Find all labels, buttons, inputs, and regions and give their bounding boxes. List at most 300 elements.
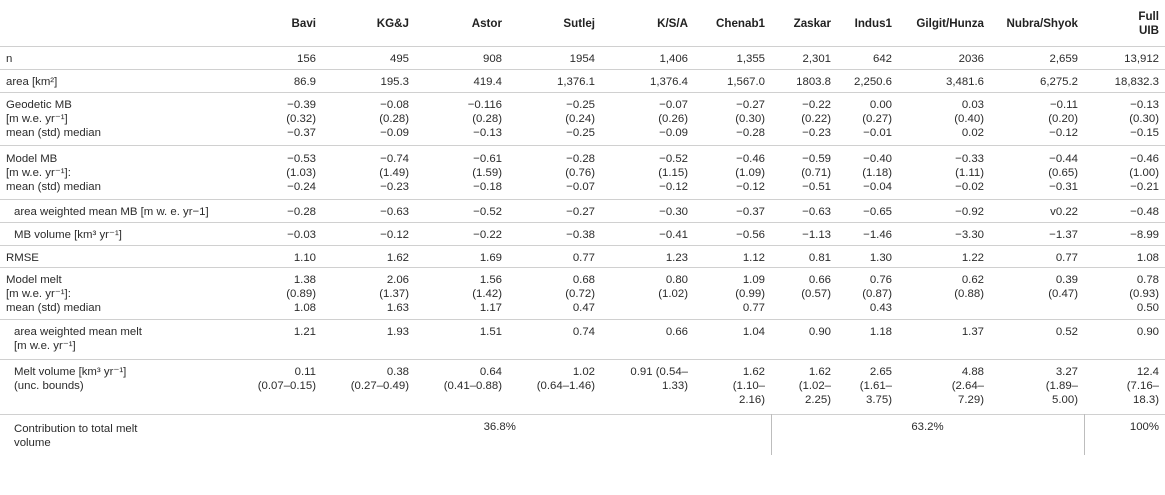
- value-cell: [898, 199, 990, 222]
- value-cell: [990, 359, 1084, 414]
- value-cell: [990, 267, 1084, 319]
- cell-line: 1.62: [386, 251, 409, 264]
- cell-line: (1.49): [379, 166, 409, 179]
- value-cell: [415, 69, 508, 92]
- cell-line: 0.90: [808, 325, 831, 338]
- cell-line: n: [6, 52, 13, 65]
- cell-line: 1803.8: [796, 75, 831, 88]
- value-cell: [898, 267, 990, 319]
- value-cell: [837, 92, 898, 145]
- cell-line: (0.71): [801, 166, 831, 179]
- cell-line: −0.12: [736, 180, 765, 193]
- cell-line: (0.30): [735, 112, 765, 125]
- value-cell: [771, 69, 837, 92]
- value-cell: [601, 245, 694, 267]
- cell-line: (0.65): [1048, 166, 1078, 179]
- value-cell: [1084, 199, 1165, 222]
- cell-line: (1.03): [286, 166, 316, 179]
- cell-line: −0.33: [955, 152, 984, 165]
- cell-line: (0.07–0.15): [257, 379, 316, 392]
- cell-line: −0.02: [955, 180, 984, 193]
- row-area-weighted-mb: [0, 199, 1165, 222]
- value-cell: [322, 145, 415, 199]
- header-ksa: K/S/A: [657, 16, 688, 30]
- value-cell: [415, 92, 508, 145]
- value-cell: [837, 267, 898, 319]
- cell-line: (0.26): [658, 112, 688, 125]
- cell-line: −0.48: [1130, 205, 1159, 218]
- cell-line: −0.22: [802, 98, 831, 111]
- cell-line: 2.16): [739, 393, 765, 406]
- cell-line: −0.37: [287, 126, 316, 139]
- cell-line: −0.23: [802, 126, 831, 139]
- cell-line: (0.64–1.46): [536, 379, 595, 392]
- value-cell: [508, 69, 601, 92]
- cell-line: 0.76: [869, 273, 892, 286]
- cell-line: −0.11: [1050, 98, 1078, 111]
- cell-line: −0.53: [287, 152, 316, 165]
- cell-line: (0.40): [954, 112, 984, 125]
- cell-line: −0.52: [473, 205, 502, 218]
- contribution-full-uib: 100%: [1084, 414, 1165, 455]
- value-cell: [694, 267, 771, 319]
- value-cell: [990, 69, 1084, 92]
- row-label: [0, 414, 229, 455]
- value-cell: [508, 92, 601, 145]
- value-cell: [322, 222, 415, 245]
- cell-line: Contribution to total melt: [14, 422, 138, 435]
- value-cell: [601, 267, 694, 319]
- value-cell: [694, 69, 771, 92]
- value-cell: [898, 245, 990, 267]
- cell-line: mean (std) median: [6, 301, 101, 314]
- value-cell: [837, 145, 898, 199]
- cell-line: (1.89–: [1045, 379, 1078, 392]
- value-cell: [1084, 319, 1165, 359]
- cell-line: −1.13: [802, 228, 831, 241]
- value-cell: [898, 319, 990, 359]
- value-cell: [322, 69, 415, 92]
- cell-line: v0.22: [1050, 205, 1078, 218]
- cell-line: (0.28): [472, 112, 502, 125]
- header-bavi: Bavi: [291, 16, 316, 30]
- row-label: [0, 92, 229, 145]
- cell-line: 0.03: [961, 98, 984, 111]
- value-cell: [1084, 222, 1165, 245]
- cell-line: 495: [389, 52, 409, 65]
- row-label: [0, 359, 229, 414]
- cell-line: 1.08: [1136, 251, 1159, 264]
- cell-line: −0.04: [863, 180, 892, 193]
- value-cell: [771, 145, 837, 199]
- cell-line: −0.30: [659, 205, 688, 218]
- cell-line: −0.28: [736, 126, 765, 139]
- cell-line: (7.16–: [1126, 379, 1159, 392]
- cell-line: (1.37): [379, 287, 409, 300]
- header-gilgit-hunza: Gilgit/Hunza: [916, 16, 984, 30]
- row-model-mb: [0, 145, 1165, 199]
- cell-line: (0.72): [565, 287, 595, 300]
- cell-line: 0.91 (0.54–: [630, 365, 688, 378]
- cell-line: 1.12: [742, 251, 765, 264]
- cell-line: (0.22): [801, 112, 831, 125]
- cell-line: 1,355: [736, 52, 765, 65]
- cell-line: (1.61–: [859, 379, 892, 392]
- value-cell: [601, 92, 694, 145]
- cell-line: 86.9: [293, 75, 316, 88]
- cell-line: 1.02: [572, 365, 595, 378]
- value-cell: [508, 222, 601, 245]
- value-cell: [694, 46, 771, 69]
- cell-line: 1.22: [961, 251, 984, 264]
- row-model-melt: [0, 267, 1165, 319]
- cell-line: (0.32): [286, 112, 316, 125]
- value-cell: [694, 319, 771, 359]
- cell-line: −0.28: [287, 205, 316, 218]
- cell-line: 2036: [958, 52, 984, 65]
- cell-line: 1.93: [386, 325, 409, 338]
- value-cell: [837, 46, 898, 69]
- cell-line: 1.63: [386, 301, 409, 314]
- header-sutlej: Sutlej: [563, 16, 595, 30]
- value-cell: [415, 319, 508, 359]
- cell-line: −0.07: [659, 98, 688, 111]
- cell-line: (0.27–0.49): [350, 379, 409, 392]
- value-cell: [415, 199, 508, 222]
- contribution-group-2: 63.2%: [771, 414, 1084, 455]
- value-cell: [898, 46, 990, 69]
- cell-line: 13,912: [1124, 52, 1159, 65]
- cell-line: 0.38: [386, 365, 409, 378]
- cell-line: 2.25): [805, 393, 831, 406]
- value-cell: [322, 359, 415, 414]
- cell-line: 0.39: [1055, 273, 1078, 286]
- value-cell: [508, 359, 601, 414]
- value-cell: [837, 245, 898, 267]
- cell-line: 2,250.6: [853, 75, 892, 88]
- value-cell: [601, 199, 694, 222]
- cell-line: 18.3): [1133, 393, 1159, 406]
- value-cell: [990, 319, 1084, 359]
- value-cell: [1084, 145, 1165, 199]
- row-area: [0, 69, 1165, 92]
- cell-line: 0.43: [869, 301, 892, 314]
- value-cell: [508, 319, 601, 359]
- cell-line: 1.62: [808, 365, 831, 378]
- cell-line: −0.116: [467, 98, 502, 111]
- row-label: [0, 199, 229, 222]
- cell-line: Melt volume [km³ yr⁻¹]: [14, 365, 127, 378]
- cell-line: 0.90: [1136, 325, 1159, 338]
- cell-line: (1.10–: [732, 379, 765, 392]
- cell-line: 3.27: [1055, 365, 1078, 378]
- value-cell: [1084, 245, 1165, 267]
- cell-line: 1.69: [479, 251, 502, 264]
- cell-line: −0.28: [566, 152, 595, 165]
- cell-line: 1.62: [742, 365, 765, 378]
- cell-line: −0.27: [566, 205, 595, 218]
- cell-line: −0.31: [1049, 180, 1078, 193]
- value-cell: [771, 92, 837, 145]
- cell-line: 2.65: [869, 365, 892, 378]
- value-cell: [694, 245, 771, 267]
- cell-line: 12.4: [1136, 365, 1159, 378]
- value-cell: [322, 245, 415, 267]
- row-geodetic-mb: [0, 92, 1165, 145]
- cell-line: 1,406: [659, 52, 688, 65]
- value-cell: [1084, 69, 1165, 92]
- cell-line: 1954: [569, 52, 595, 65]
- value-cell: [694, 222, 771, 245]
- cell-line: 7.29): [958, 393, 984, 406]
- cell-line: −0.38: [566, 228, 595, 241]
- cell-line: Model melt: [6, 273, 62, 286]
- header-full-uib: Full UIB: [1138, 9, 1159, 37]
- value-cell: [771, 267, 837, 319]
- cell-line: −0.12: [1049, 126, 1078, 139]
- cell-line: −0.56: [736, 228, 765, 241]
- cell-line: −0.39: [287, 98, 316, 111]
- row-label: [0, 69, 229, 92]
- cell-line: 1.08: [293, 301, 316, 314]
- cell-line: (0.30): [1129, 112, 1159, 125]
- cell-line: −0.63: [802, 205, 831, 218]
- header-zaskar: Zaskar: [793, 16, 831, 30]
- cell-line: −0.07: [566, 180, 595, 193]
- value-cell: [837, 319, 898, 359]
- cell-line: 908: [482, 52, 502, 65]
- cell-line: −0.12: [659, 180, 688, 193]
- cell-line: [m w.e. yr⁻¹]:: [6, 287, 71, 300]
- value-cell: [1084, 46, 1165, 69]
- value-cell: [229, 222, 322, 245]
- value-cell: [508, 199, 601, 222]
- cell-line: −0.51: [802, 180, 831, 193]
- value-cell: [601, 69, 694, 92]
- cell-line: −0.22: [473, 228, 502, 241]
- cell-line: 3.75): [866, 393, 892, 406]
- cell-line: −0.27: [736, 98, 765, 111]
- cell-line: 6,275.2: [1039, 75, 1078, 88]
- cell-line: 1.51: [479, 325, 502, 338]
- contribution-group-1: 36.8%: [229, 414, 771, 455]
- cell-line: −0.24: [287, 180, 316, 193]
- cell-line: −0.13: [1130, 98, 1159, 111]
- cell-line: −0.44: [1049, 152, 1078, 165]
- row-label: [0, 46, 229, 69]
- cell-line: 0.77: [742, 301, 765, 314]
- value-cell: [694, 199, 771, 222]
- value-cell: [898, 145, 990, 199]
- value-cell: [694, 359, 771, 414]
- value-cell: [771, 222, 837, 245]
- row-label: [0, 319, 229, 359]
- value-cell: [229, 69, 322, 92]
- cell-line: area [km²]: [6, 75, 58, 88]
- cell-line: −0.61: [473, 152, 502, 165]
- cell-line: (0.41–0.88): [443, 379, 502, 392]
- cell-line: (0.47): [1048, 287, 1078, 300]
- value-cell: [229, 359, 322, 414]
- row-area-weighted-melt: [0, 319, 1165, 359]
- value-cell: [508, 245, 601, 267]
- cell-line: area weighted mean MB [m w. e. yr−1]: [14, 205, 209, 218]
- cell-line: 0.62: [961, 273, 984, 286]
- cell-line: −0.09: [659, 126, 688, 139]
- cell-line: (unc. bounds): [14, 379, 84, 392]
- value-cell: [1084, 92, 1165, 145]
- cell-line: 2,301: [802, 52, 831, 65]
- value-cell: [990, 245, 1084, 267]
- cell-line: −0.09: [380, 126, 409, 139]
- value-cell: [990, 222, 1084, 245]
- value-cell: [771, 199, 837, 222]
- cell-line: −0.41: [659, 228, 688, 241]
- value-cell: [837, 69, 898, 92]
- cell-line: 0.78: [1136, 273, 1159, 286]
- cell-line: (1.42): [472, 287, 502, 300]
- header-label-cell: [0, 0, 229, 46]
- cell-line: −0.03: [287, 228, 316, 241]
- cell-line: (0.27): [862, 112, 892, 125]
- cell-line: 0.66: [808, 273, 831, 286]
- cell-line: 0.11: [294, 365, 316, 378]
- row-melt-volume: [0, 359, 1165, 414]
- header-chenab1: Chenab1: [716, 16, 765, 30]
- row-mb-volume: [0, 222, 1165, 245]
- cell-line: 0.66: [665, 325, 688, 338]
- value-cell: [601, 46, 694, 69]
- cell-line: (0.76): [565, 166, 595, 179]
- cell-line: 0.80: [665, 273, 688, 286]
- value-cell: [898, 92, 990, 145]
- value-cell: [990, 46, 1084, 69]
- value-cell: [415, 245, 508, 267]
- value-cell: [415, 46, 508, 69]
- cell-line: 0.81: [808, 251, 831, 264]
- value-cell: [229, 46, 322, 69]
- cell-line: −0.46: [1130, 152, 1159, 165]
- cell-line: −1.37: [1049, 228, 1078, 241]
- cell-line: (1.02–: [798, 379, 831, 392]
- value-cell: [694, 92, 771, 145]
- cell-line: RMSE: [6, 251, 39, 264]
- header-astor: Astor: [471, 16, 502, 30]
- cell-line: −0.46: [736, 152, 765, 165]
- value-cell: [322, 46, 415, 69]
- cell-line: 0.47: [572, 301, 595, 314]
- cell-line: 3,481.6: [945, 75, 984, 88]
- cell-line: 0.64: [479, 365, 502, 378]
- cell-line: 0.00: [869, 98, 892, 111]
- value-cell: [415, 222, 508, 245]
- row-n: [0, 46, 1165, 69]
- cell-line: (1.15): [658, 166, 688, 179]
- cell-line: 156: [296, 52, 316, 65]
- header-kgj: KG&J: [376, 16, 409, 30]
- value-cell: [508, 267, 601, 319]
- cell-line: −0.12: [380, 228, 409, 241]
- cell-line: −0.15: [1130, 126, 1159, 139]
- cell-line: −0.08: [380, 98, 409, 111]
- cell-line: area weighted mean melt: [14, 325, 142, 338]
- cell-line: volume: [14, 436, 51, 449]
- value-cell: [1084, 267, 1165, 319]
- value-cell: [898, 69, 990, 92]
- cell-line: (0.89): [286, 287, 316, 300]
- cell-line: (0.99): [735, 287, 765, 300]
- row-label: [0, 245, 229, 267]
- value-cell: [415, 145, 508, 199]
- header-row: [0, 0, 1165, 46]
- cell-line: (1.09): [735, 166, 765, 179]
- value-cell: [415, 359, 508, 414]
- value-cell: [898, 359, 990, 414]
- value-cell: [415, 267, 508, 319]
- cell-line: (0.20): [1048, 112, 1078, 125]
- cell-line: 1.23: [665, 251, 688, 264]
- cell-line: [m w.e. yr⁻¹]:: [6, 166, 71, 179]
- cell-line: 1.33): [662, 379, 688, 392]
- cell-line: [m w.e. yr⁻¹]: [6, 112, 68, 125]
- value-cell: [229, 145, 322, 199]
- header-indus1: Indus1: [854, 16, 892, 30]
- value-cell: [898, 222, 990, 245]
- cell-line: −8.99: [1130, 228, 1159, 241]
- cell-line: −3.30: [955, 228, 984, 241]
- cell-line: [m w.e. yr⁻¹]: [14, 339, 76, 352]
- cell-line: −0.52: [659, 152, 688, 165]
- cell-line: 1.56: [479, 273, 502, 286]
- value-cell: [229, 245, 322, 267]
- cell-line: −0.92: [955, 205, 984, 218]
- cell-line: (0.24): [565, 112, 595, 125]
- value-cell: [1084, 359, 1165, 414]
- cell-line: −0.25: [566, 98, 595, 111]
- cell-line: 2,659: [1049, 52, 1078, 65]
- cell-line: Model MB: [6, 152, 58, 165]
- cell-line: (1.02): [658, 287, 688, 300]
- cell-line: 1,376.1: [556, 75, 595, 88]
- cell-line: 1.37: [961, 325, 984, 338]
- value-cell: [601, 222, 694, 245]
- row-contribution: [0, 414, 1165, 455]
- cell-line: −0.37: [736, 205, 765, 218]
- cell-line: 18,832.3: [1114, 75, 1159, 88]
- cell-line: −0.13: [473, 126, 502, 139]
- cell-line: mean (std) median: [6, 180, 101, 193]
- cell-line: (0.57): [801, 287, 831, 300]
- cell-line: 0.77: [572, 251, 595, 264]
- cell-line: (2.64–: [951, 379, 984, 392]
- cell-line: 419.4: [473, 75, 502, 88]
- cell-line: −0.59: [802, 152, 831, 165]
- cell-line: (0.87): [862, 287, 892, 300]
- value-cell: [322, 92, 415, 145]
- value-cell: [837, 199, 898, 222]
- value-cell: [601, 359, 694, 414]
- value-cell: [508, 46, 601, 69]
- cell-line: 2.06: [386, 273, 409, 286]
- value-cell: [837, 359, 898, 414]
- header-nubra-shyok: Nubra/Shyok: [1006, 16, 1078, 30]
- value-cell: [322, 319, 415, 359]
- cell-line: 5.00): [1052, 393, 1078, 406]
- value-cell: [694, 145, 771, 199]
- cell-line: 0.50: [1136, 301, 1159, 314]
- cell-line: (1.11): [955, 166, 984, 179]
- value-cell: [990, 92, 1084, 145]
